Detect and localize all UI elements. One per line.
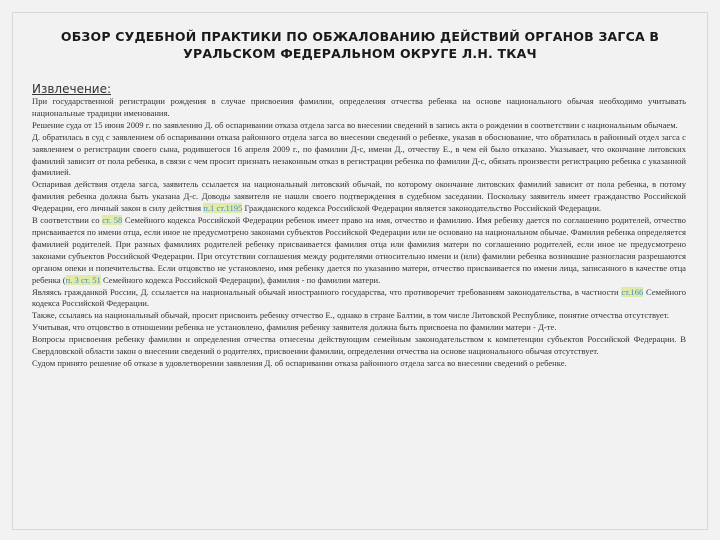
paragraph: Д. обратилась в суд с заявлением об оспаривании отказа районного отдела загса во внесении сведений о ребенке, указав в обоснование, что обратилась в районный отдел загса с заявлением о регистрации своего сына, родившегося 16 апреля 2009 г., по фамилии Д-с, имени Д., отчеству Е., в чем ей было отказано. Указывает, что окончание литовских фамилий зависит от пола ребенка, в связи с чем просит признать незаконным отказ в регистрации ребенка по фамилии Д-с, обязать произвести регистрацию ребенка с указанной фамилией. (32, 131, 686, 178)
paragraph-text: Являясь гражданкой России, Д. ссылается на национальный обычай иностранного государства, что противоречит требованиям законодательства, в частности (32, 286, 622, 297)
paragraph-text: Семейного кодекса Российской Федерации. (32, 286, 686, 309)
paragraph: Вопросы присвоения ребенку фамилии и определения отчества отнесены действующим семейным законодательством к компетенции субъектов Российской Федерации. В Свердловской области закон о внесении сведений о родителях, присвоении фамилии, определении отчества на основе национального обычая отсутствует. (32, 334, 686, 357)
paragraph: Учитывая, что отцовство в отношении ребенка не установлено, фамилия ребенку заявителя должна быть присвоена по фамилии матери - Д-те. (32, 322, 557, 333)
paragraph-text: Семейного кодекса Российской Федерации), фамилия - по фамилии матери. (100, 274, 381, 285)
law-link-sk-58[interactable]: ст. 58 (102, 215, 123, 226)
law-link-sk-51[interactable]: п. 3 ст. 51 (65, 274, 101, 285)
paragraph-text: Семейного кодекса Российской Федерации ребенок имеет право на имя, отчество и фамилию. Имя ребенку дается по соглашению родителей, отчество присваивается по имени отца, если иное не предусмотрено законами субъектов Российской Федерации или не основано на национальном обычае. Фамилия ребенка определяется фамилией родителей. При разных фамилиях родителей ребенку присваивается фамилия отца или фамилия матери по соглашению родителей, если иное не предусмотрено законами субъектов Российской Федерации. При отсутствии соглашения между родителями относительно имени и (или) фамилии ребенка возникшие разногласия разрешаются органом опеки и попечительства. Если отцовство не установлено, имя ребенку дается по указанию матери, отчество присваивается по имени лица, записанного в качестве отца ребенка ( (32, 215, 686, 285)
paragraph: Решение суда от 15 июня 2009 г. по заявлению Д. об оспаривании отказа отдела загса во внесении сведений в запись акта о рождении в соответствии с национальным обычаем. (32, 119, 678, 130)
paragraph: Судом принято решение об отказе в удовлетворении заявления Д. об оспаривании отказа районного отдела загса во внесении сведений о ребенке. (32, 357, 567, 368)
paragraph-text: В соответствии со (32, 215, 103, 226)
slide-title: ОБЗОР СУДЕБНОЙ ПРАКТИКИ ПО ОБЖАЛОВАНИЮ ДЕЙСТВИЙ ОРГАНОВ ЗАГСА В УРАЛЬСКОМ ФЕДЕРАЛЬНОМ ОКРУГЕ Л.Н. ТКАЧ (60, 29, 660, 61)
paragraph: Также, ссылаясь на национальный обычай, просит присвоить ребенку отчество Е., однако в стране Балтии, в том числе Литовской Республике, понятие отчества отсутствует. (32, 310, 669, 321)
excerpt-heading: Извлечение: (32, 82, 112, 96)
paragraph (32, 215, 686, 286)
law-link-gk-1195[interactable]: п.1 ст.1195 (203, 203, 243, 214)
law-link-sk-166[interactable]: ст.166 (621, 286, 644, 297)
paragraph-text: Гражданского кодекса Российской Федерации является законодательство Российской Федерации. (242, 203, 602, 214)
excerpt-body (32, 96, 686, 370)
paragraph (32, 287, 686, 311)
paragraph (32, 179, 686, 215)
paragraph: При государственной регистрации рождения в случае присвоения фамилии, определения отчества ребенка на основе национального обычая необходимо учитывать национальные традиции именования. (32, 96, 686, 118)
paragraph-text: Оспаривая действия отдела загса, заявитель ссылается на национальный литовский обычай, по которому окончание литовских фамилий зависит от пола ребенка, в потому фамилия ребенка должна быть указана Д-с. Доводы заявителя не нашли своего подтверждения в судебном заседании. Поскольку заявитель имеет гражданство Российской Федерации, его личный закон в силу действия (32, 179, 686, 214)
